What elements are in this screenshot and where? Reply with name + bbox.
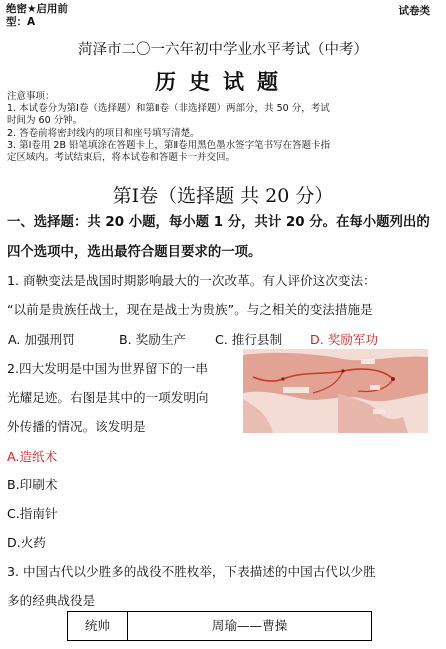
question-3-stem: 3. 中国古代以少胜多的战役不胜枚举，下表描述的中国古代以少胜 (7, 564, 376, 579)
instructions-line: 四个选项中，选出最符合题目要求的一项。 (7, 245, 262, 260)
option-b: B.印刷术 (7, 477, 58, 492)
question-2-stem: 光耀足迹。右图是其中的一项发明向 (7, 390, 209, 405)
note-line: 3. 第Ⅰ卷用 2B 铅笔填涂在答题卡上，第Ⅱ卷用黑色墨水签字笔书写在答题卡指 (7, 139, 331, 151)
question-2-stem: 外传播的情况。该发明是 (7, 419, 146, 434)
option-d: D.火药 (7, 535, 46, 550)
notes-heading: 注意事项： (7, 91, 55, 102)
option-b: B. 奖励生产 (119, 332, 187, 347)
option-a: A. 加强刑罚 (8, 332, 75, 347)
question-1-stem: 1. 商鞅变法是战国时期影响最大的一次改革。有人评价这次变法： (7, 273, 376, 288)
confidential-header (6, 3, 68, 29)
map-illustration (243, 349, 428, 433)
option-c: C. 推行县制 (215, 332, 283, 347)
note-line: 定区域内。考试结束后，将本试卷和答题卡一并交回。 (7, 152, 236, 164)
paper-type-label: 型：A (6, 16, 36, 28)
note-line: 时间为 60 分钟。 (7, 115, 83, 127)
question-2-stem: 2.四大发明是中国为世界留下的一串 (7, 361, 208, 376)
question-3-stem: 多的经典战役是 (7, 593, 96, 608)
question-1-stem: “以前是贵族任战士，现在是战士为贵族”。与之相关的变法措施是 (7, 302, 373, 317)
exam-title: 菏泽市二〇一六年初中学业水平考试（中考） (78, 42, 368, 58)
option-d-answer: D. 奖励军功 (310, 332, 379, 347)
invention-spread-map (243, 349, 428, 433)
table-header-commander: 统帅 (68, 612, 128, 640)
instructions-line: 一、选择题：共 20 小题，每小题 1 分，共计 20 分。在每小题列出的 (7, 215, 430, 230)
note-line: 2. 答卷前将密封线内的项目和座号填写清楚。 (7, 127, 200, 139)
question-1-options (0, 329, 446, 347)
note-line: 1. 本试卷分为第Ⅰ卷（选择题）和第Ⅱ卷（非选择题）两部分，共 50 分，考试 (7, 103, 330, 115)
confidential-label: 绝密★启用前 (6, 3, 68, 15)
exam-notes (7, 91, 330, 164)
option-c: C.指南针 (7, 506, 58, 521)
paper-type-header: 试卷类 (398, 5, 430, 17)
option-a-answer: A.造纸术 (7, 449, 58, 464)
section-title: 第Ⅰ卷（选择题 共 20 分） (112, 185, 334, 207)
battle-table (67, 611, 372, 641)
table-cell-commanders: 周瑜——曹操 (211, 618, 288, 633)
subject-title: 历史试题 (155, 69, 291, 94)
